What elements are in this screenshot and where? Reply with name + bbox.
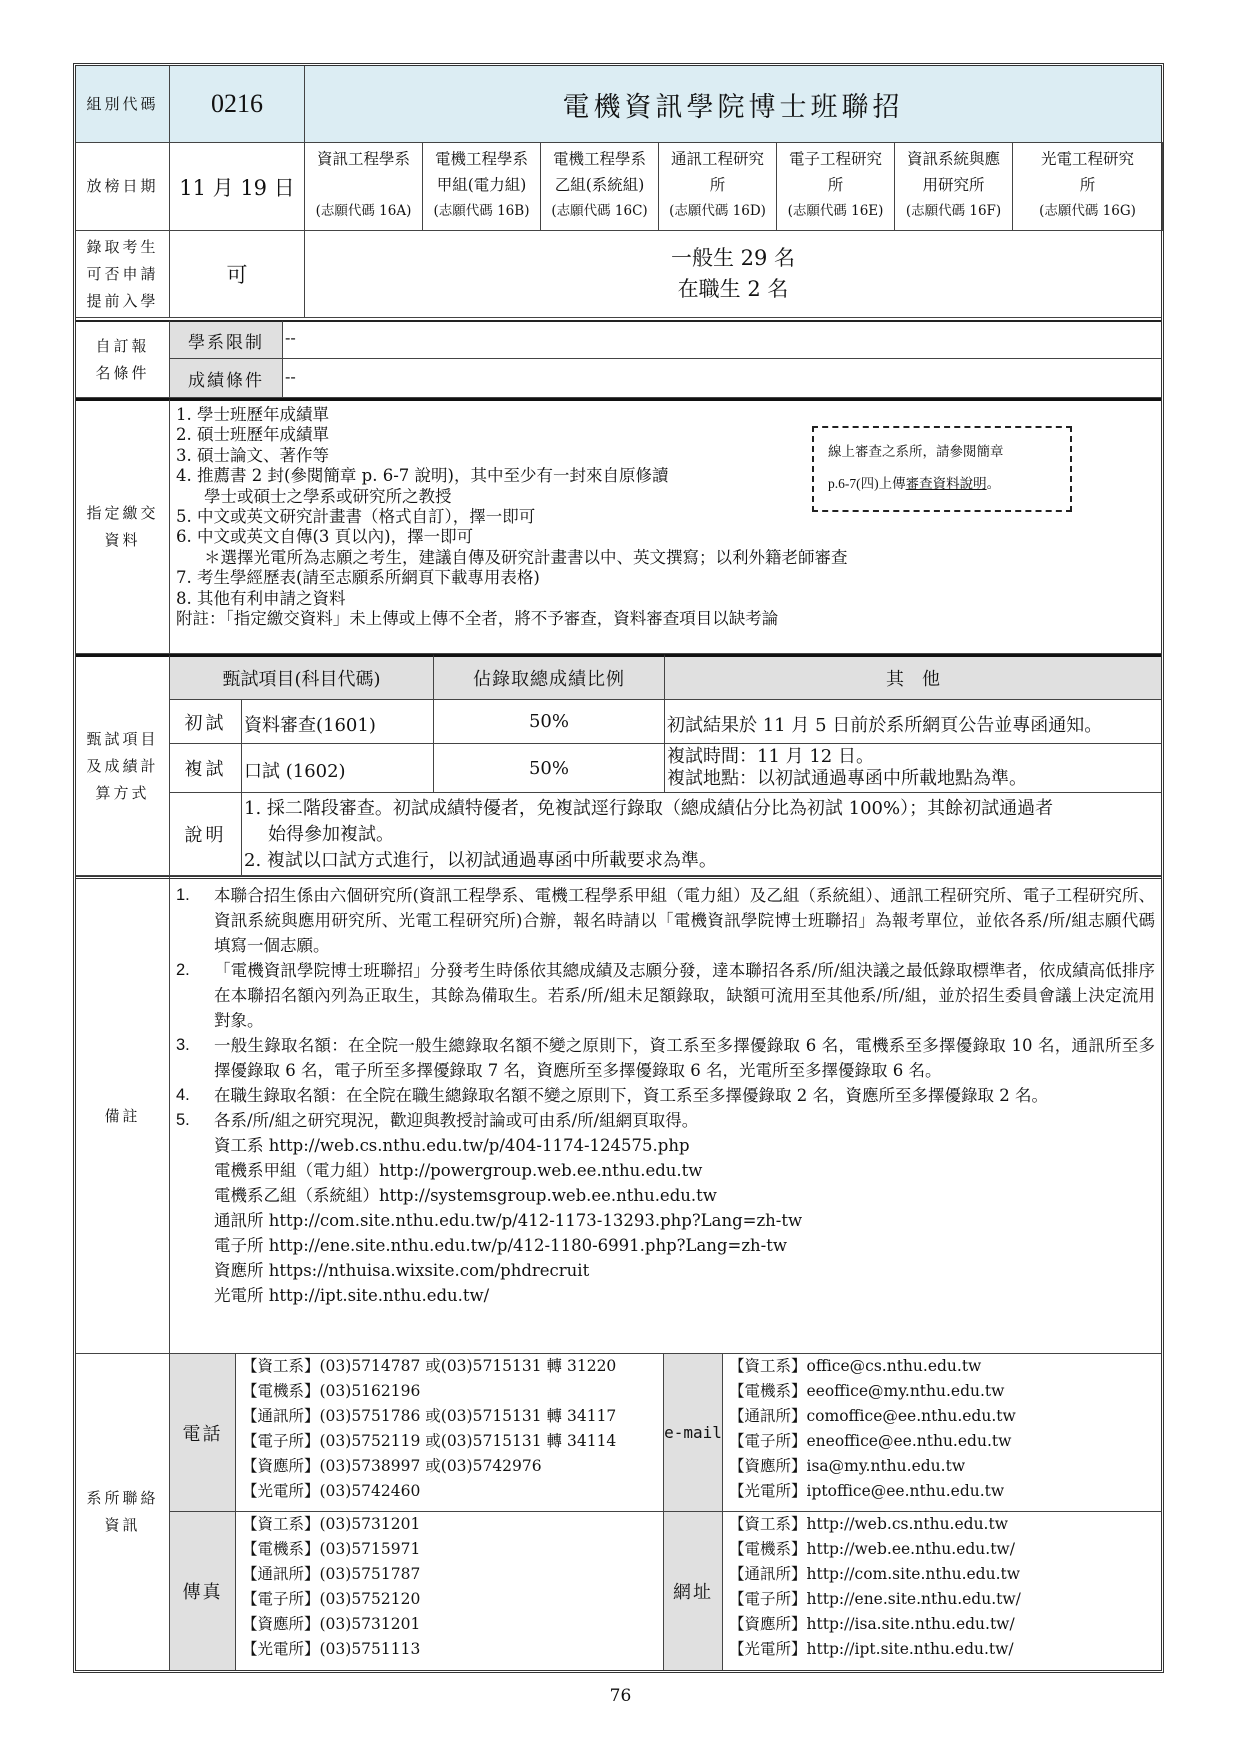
email-label: e-mail	[663, 1353, 723, 1512]
fax-entry: 【電子所】(03)5752120	[242, 1590, 421, 1608]
document-item: 3. 碩士論文、著作等	[176, 445, 329, 465]
exam-explain-label: 說明	[169, 792, 242, 876]
department-website-link[interactable]: 電機系甲組（電力組）http://powergroup.web.ee.nthu.edu.tw	[214, 1161, 703, 1180]
program-title: 電機資訊學院博士班聯招	[304, 65, 1162, 143]
department-code: (志願代碼 16B)	[433, 203, 530, 219]
exam-explain-line: 2. 複試以口試方式進行，以初試通過專函中所載要求為準。	[244, 850, 717, 871]
early-admission-value: 可	[169, 230, 305, 318]
quota-general: 一般生 29 名	[670, 246, 796, 270]
remark-text: 本聯合招生係由六個研究所(資訊工程學系、電機工程學系甲組（電力組）及乙組（系統組）、通訊工程研究所、電子工程研究所、資訊系統與應用研究所、光電工程研究所)合辦，報名時請以「電機資訊學院博士班聯招」為報考單位，並依各系/所/組志願代碼填寫一個志願。	[214, 886, 1155, 955]
online-review-note-line1: 線上審查之系所，請參閱簡章	[828, 444, 1004, 459]
department-subname: 所	[709, 176, 726, 194]
fax-entry: 【資應所】(03)5731201	[242, 1615, 421, 1633]
exam-label-line: 及成績計	[86, 756, 159, 775]
department-website-link[interactable]: 資應所 https://nthuisa.wixsite.com/phdrecruit	[214, 1261, 590, 1280]
contact-label-line: 系所聯絡	[86, 1489, 159, 1507]
department-code: (志願代碼 16C)	[551, 203, 648, 219]
website-entry[interactable]: 【電機系】http://web.ee.nthu.edu.tw/	[729, 1540, 1015, 1558]
exam-col-ratio: 佔錄取總成績比例	[433, 654, 665, 700]
remarks-label: 備註	[75, 876, 170, 1354]
exam-item: 口試 (1602)	[241, 743, 434, 793]
department-website-link[interactable]: 通訊所 http://com.site.nthu.edu.tw/p/412-1173-13293.php?Lang=zh-tw	[214, 1211, 803, 1230]
self-conditions-label-line: 名條件	[95, 363, 150, 382]
exam-item: 資料審查(1601)	[241, 699, 434, 744]
exam-stage: 初試	[169, 699, 242, 744]
website-entry[interactable]: 【資應所】http://isa.site.nthu.edu.tw/	[729, 1615, 1015, 1633]
department-name: 資訊工程學系	[316, 150, 410, 168]
remark-number: 4.	[176, 1086, 190, 1104]
page-number: 76	[609, 1686, 632, 1706]
exam-other-line: 複試時間：11 月 12 日。	[667, 746, 874, 767]
phone-entry: 【資應所】(03)5738997 或(03)5742976	[242, 1457, 542, 1475]
department-code: (志願代碼 16A)	[315, 203, 412, 219]
department-name: 電機工程學系	[434, 150, 528, 168]
remark-text: 一般生錄取名額：在全院一般生總錄取名額不變之原則下，資工系至多擇優錄取 6 名，電機系至多擇優錄取 10 名，通訊所至多擇優錄取 6 名，電子所至多擇優錄取 7 名，資應所至多擇優錄取 6 名，光電所至多擇優錄取 6 名。	[214, 1036, 1155, 1080]
exam-ratio: 50%	[433, 699, 665, 744]
self-conditions-label-line: 自訂報	[95, 336, 150, 355]
department-subname: 甲組(電力組)	[436, 176, 527, 194]
online-review-note-suffix: 。	[986, 476, 1001, 491]
remark-text: 「電機資訊學院博士班聯招」分發考生時係依其總成績及志願分發，達本聯招各系/所/組決議之最低錄取標準者，依成績高低排序在本聯招名額內列為正取生，其餘為備取生。若系/所/組未足額錄取，缺額可流用至其他系/所/組，並於招生委員會議上決定流用對象。	[214, 961, 1155, 1030]
release-date-label: 放榜日期	[75, 142, 170, 231]
fax-entry: 【光電所】(03)5751113	[242, 1640, 421, 1658]
exam-explain-line: 始得參加複試。	[268, 824, 394, 845]
website-entry[interactable]: 【通訊所】http://com.site.nthu.edu.tw	[729, 1565, 1021, 1583]
document-item: ＊選擇光電所為志願之考生，建議自傳及研究計畫書以中、英文撰寫；以利外籍老師審查	[204, 547, 848, 567]
email-entry[interactable]: 【資工系】office@cs.nthu.edu.tw	[729, 1357, 982, 1375]
exam-col-other: 其 他	[664, 654, 1162, 700]
department-name: 通訊工程研究	[670, 150, 764, 168]
remark-number: 5.	[176, 1111, 190, 1129]
website-entry[interactable]: 【資工系】http://web.cs.nthu.edu.tw	[729, 1515, 1008, 1533]
department-subname: 用研究所	[922, 176, 985, 194]
document-item: 7. 考生學經歷表(請至志願系所網頁下載專用表格)	[176, 568, 540, 588]
exam-ratio: 50%	[433, 743, 665, 793]
document-item: 學士或碩士之學系或研究所之教授	[204, 486, 452, 506]
exam-explain-line: 1. 採二階段審查。初試成績特優者，免複試逕行錄取（總成績佔分比為初試 100%）；其餘初試通過者	[244, 798, 1054, 819]
phone-entry: 【電子所】(03)5752119 或(03)5715131 轉 34114	[242, 1432, 617, 1450]
phone-entry: 【光電所】(03)5742460	[242, 1482, 421, 1500]
email-entry[interactable]: 【光電所】iptoffice@ee.nthu.edu.tw	[729, 1482, 1005, 1500]
review-instructions-link[interactable]: 審查資料說明	[905, 476, 987, 491]
phone-entry: 【電機系】(03)5162196	[242, 1382, 421, 1400]
fax-entry: 【通訊所】(03)5751787	[242, 1565, 421, 1583]
document-item: 1. 學士班歷年成績單	[176, 405, 329, 424]
exam-col-item: 甄試項目(科目代碼)	[169, 654, 434, 700]
phone-entry: 【資工系】(03)5714787 或(03)5715131 轉 31220	[242, 1357, 617, 1375]
online-review-note-prefix: p.6-7(四)上傳	[828, 476, 906, 491]
document-item: 2. 碩士班歷年成績單	[176, 425, 329, 445]
dept-limit-value: --	[282, 320, 1162, 359]
fax-entry: 【資工系】(03)5731201	[242, 1515, 421, 1533]
document-footnote: 附註：「指定繳交資料」未上傳或上傳不全者，將不予審查，資料審查項目以缺考論	[176, 609, 779, 629]
website-label: 網址	[663, 1511, 723, 1671]
department-name: 光電工程研究	[1040, 150, 1134, 168]
department-subname: 所	[1079, 176, 1096, 194]
grade-condition-value: --	[282, 358, 1162, 398]
phone-entry: 【通訊所】(03)5751786 或(03)5715131 轉 34117	[242, 1407, 617, 1425]
exam-label-line: 算方式	[95, 783, 150, 802]
dept-limit-label: 學系限制	[169, 320, 283, 359]
department-name: 電機工程學系	[552, 150, 646, 168]
department-subname: 所	[827, 176, 844, 194]
release-date: 11 月 19 日	[169, 142, 305, 231]
table-border	[73, 63, 1164, 1673]
website-entry[interactable]: 【電子所】http://ene.site.nthu.edu.tw/	[729, 1590, 1021, 1608]
department-website-link[interactable]: 電子所 http://ene.site.nthu.edu.tw/p/412-1180-6991.php?Lang=zh-tw	[214, 1236, 787, 1255]
phone-label: 電話	[169, 1353, 236, 1512]
document-item: 4. 推薦書 2 封(參閱簡章 p. 6-7 說明)，其中至少有一封來自原修讀	[176, 466, 669, 486]
email-entry[interactable]: 【通訊所】comoffice@ee.nthu.edu.tw	[729, 1407, 1016, 1425]
department-website-link[interactable]: 電機系乙組（系統組）http://systemsgroup.web.ee.nthu.edu.tw	[214, 1186, 717, 1205]
fax-entry: 【電機系】(03)5715971	[242, 1540, 421, 1558]
department-code: (志願代碼 16E)	[787, 203, 884, 219]
website-entry[interactable]: 【光電所】http://ipt.site.nthu.edu.tw/	[729, 1640, 1014, 1658]
remark-number: 2.	[176, 961, 190, 979]
group-code: 0216	[169, 65, 305, 143]
contact-label-line: 資訊	[104, 1516, 141, 1534]
documents-label-line: 資料	[104, 531, 141, 549]
department-code: (志願代碼 16D)	[669, 203, 766, 219]
documents-label-line: 指定繳交	[86, 504, 159, 522]
department-name: 資訊系統與應	[906, 150, 1000, 168]
exam-other: 初試結果於 11 月 5 日前於系所網頁公告並專函通知。	[664, 699, 1162, 744]
department-code: (志願代碼 16F)	[905, 203, 1002, 219]
remark-number: 3.	[176, 1036, 190, 1054]
email-entry[interactable]: 【電子所】eneoffice@ee.nthu.edu.tw	[729, 1432, 1012, 1450]
remark-text: 各系/所/組之研究現況，歡迎與教授討論或可由系/所/組網頁取得。	[214, 1111, 699, 1130]
department-code: (志願代碼 16G)	[1039, 203, 1136, 219]
department-subname: 乙組(系統組)	[554, 176, 645, 194]
document-item: 5. 中文或英文研究計畫書（格式自訂），擇一即可	[176, 507, 536, 527]
department-website-link[interactable]: 資工系 http://web.cs.nthu.edu.tw/p/404-1174-124575.php	[214, 1136, 690, 1155]
email-entry[interactable]: 【電機系】eeoffice@my.nthu.edu.tw	[729, 1382, 1005, 1400]
department-website-link[interactable]: 光電所 http://ipt.site.nthu.edu.tw/	[214, 1286, 490, 1305]
exam-other-line: 複試地點：以初試通過專函中所載地點為準。	[667, 768, 1027, 789]
document-item: 6. 中文或英文自傳(3 頁以內)，擇一即可	[176, 527, 474, 547]
fax-label: 傳真	[169, 1511, 236, 1671]
group-code-label: 組別代碼	[75, 65, 170, 143]
quota-employed: 在職生 2 名	[677, 277, 789, 301]
grade-condition-label: 成績條件	[169, 358, 283, 398]
exam-stage: 複試	[169, 743, 242, 793]
early-admission-label-line: 提前入學	[86, 291, 159, 310]
early-admission-label-line: 可否申請	[86, 264, 159, 283]
remark-text: 在職生錄取名額：在全院在職生總錄取名額不變之原則下，資工系至多擇優錄取 2 名，資應所至多擇優錄取 2 名。	[214, 1086, 1048, 1105]
department-name: 電子工程研究	[788, 150, 882, 168]
document-item: 8. 其他有利申請之資料	[176, 588, 346, 608]
remark-number: 1.	[176, 886, 190, 904]
exam-label-line: 甄試項目	[86, 729, 159, 748]
email-entry[interactable]: 【資應所】isa@my.nthu.edu.tw	[729, 1457, 966, 1475]
early-admission-label-line: 錄取考生	[86, 237, 159, 256]
